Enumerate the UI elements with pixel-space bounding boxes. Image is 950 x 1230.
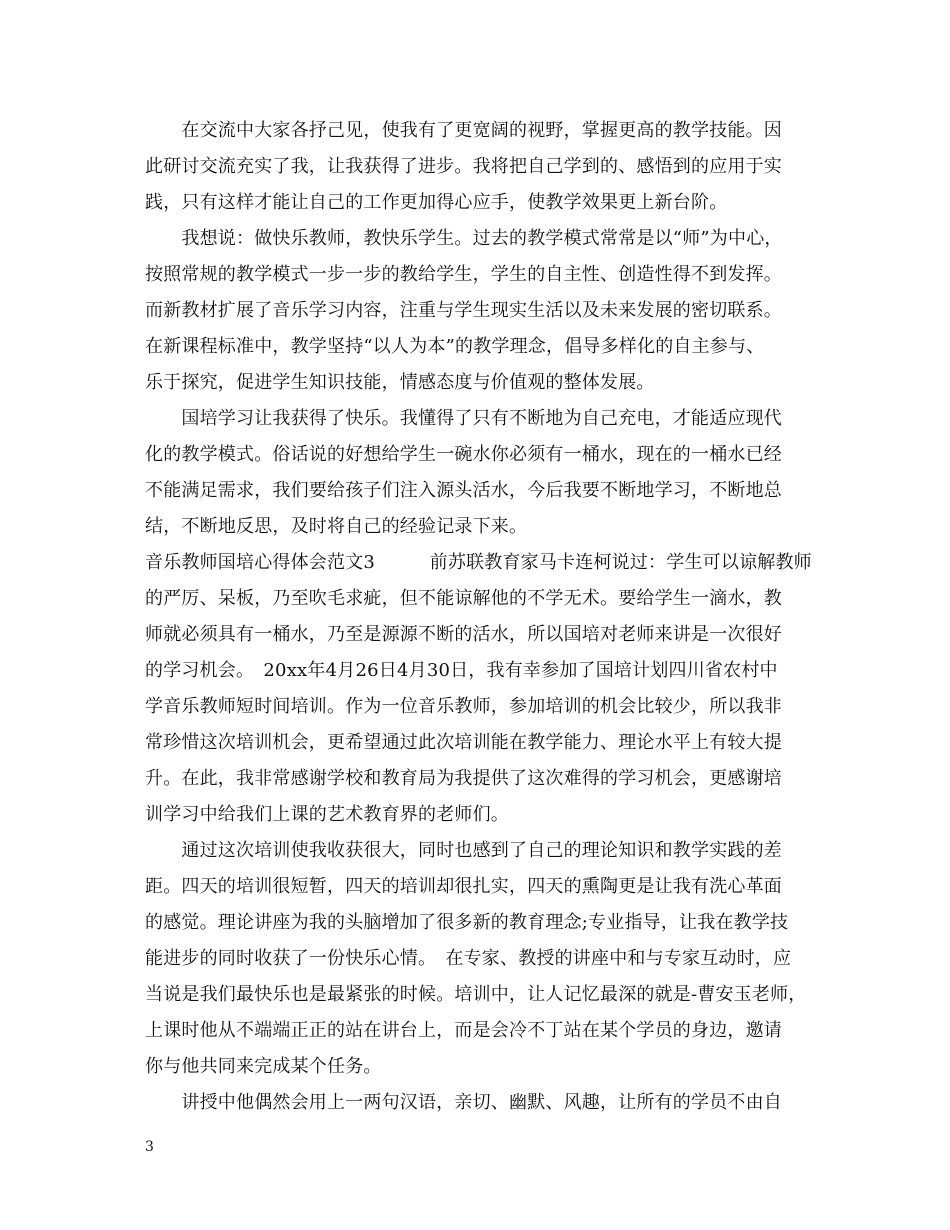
text-line: 不能满足需求，我们要给孩子们注入源头活水，今后我要不断地学习，不断地总 [145,480,782,501]
text-line: 化的教学模式。俗话说的好想给学生一碗水你必须有一桶水，现在的一桶水已经 [145,444,782,465]
text-line: 的感觉。理论讲座为我的头脑增加了很多新的教育理念;专业指导，让我在教学技 [145,912,789,933]
text-line: 此研讨交流充实了我，让我获得了进步。我将把自己学到的、感悟到的应用于实 [145,156,782,177]
section-heading-line: 音乐教师国培心得体会范文3 前苏联教育家马卡连柯说过：学生可以谅解教师 [145,552,812,573]
text-line: 乐于探究，促进学生知识技能，情感态度与价值观的整体发展。 [145,372,655,393]
text-line: 在新课程标准中，教学坚持“以人为本”的教学理念，倡导多样化的自主参与、 [145,336,765,357]
text-line: 践，只有这样才能让自己的工作更加得心应手，使教学效果更上新台阶。 [145,192,728,213]
text-line: 升。在此，我非常感谢学校和教育局为我提供了这次难得的学习机会，更感谢培 [145,768,782,789]
text-line: 按照常规的教学模式一步一步的教给学生，学生的自主性、创造性得不到发挥。 [145,264,782,285]
text-line: 的学习机会。 20xx年4月26日4月30日，我有幸参加了国培计划四川省农村中 [145,660,778,681]
text-line: 国培学习让我获得了快乐。我懂得了只有不断地为自己充电，才能适应现代 [145,408,782,429]
text-line: 讲授中他偶然会用上一两句汉语，亲切、幽默、风趣，让所有的学员不由自 [145,1092,782,1113]
text-line: 能进步的同时收获了一份快乐心情。 在专家、教授的讲座中和与专家互动时，应 [145,948,792,969]
text-line: 上课时他从不端端正正的站在讲台上，而是会冷不丁站在某个学员的身边，邀请 [145,1020,782,1041]
text-line: 的严厉、呆板，乃至吹毛求疵，但不能谅解他的不学无术。要给学生一滴水，教 [145,588,782,609]
text-line: 师就必须具有一桶水，乃至是源源不断的活水，所以国培对老师来讲是一次很好 [145,624,782,645]
text-line: 你与他共同来完成某个任务。 [145,1056,382,1077]
text-line: 通过这次培训使我收获很大，同时也感到了自己的理论知识和教学实践的差 [145,840,782,861]
text-line: 在交流中大家各抒己见，使我有了更宽阔的视野，掌握更高的教学技能。因 [145,120,782,141]
text-line: 常珍惜这次培训机会，更希望通过此次培训能在教学能力、理论水平上有较大提 [145,732,782,753]
text-line: 距。四天的培训很短暂，四天的培训却很扎实，四天的熏陶更是让我有洗心革面 [145,876,782,897]
text-line: 训学习中给我们上课的艺术教育界的老师们。 [145,804,509,825]
text-line: 而新教材扩展了音乐学习内容，注重与学生现实生活以及未来发展的密切联系。 [145,300,782,321]
text-line: 当说是我们最快乐也是最紧张的时候。培训中，让人记忆最深的就是-曹安玉老师， [145,984,807,1005]
page-number: 3 [145,1139,154,1155]
text-line: 结，不断地反思，及时将自己的经验记录下来。 [145,516,528,537]
text-line: 学音乐教师短时间培训。作为一位音乐教师，参加培训的机会比较少，所以我非 [145,696,782,717]
text-line: 我想说：做快乐教师，教快乐学生。过去的教学模式常常是以“师”为中心， [145,228,783,249]
